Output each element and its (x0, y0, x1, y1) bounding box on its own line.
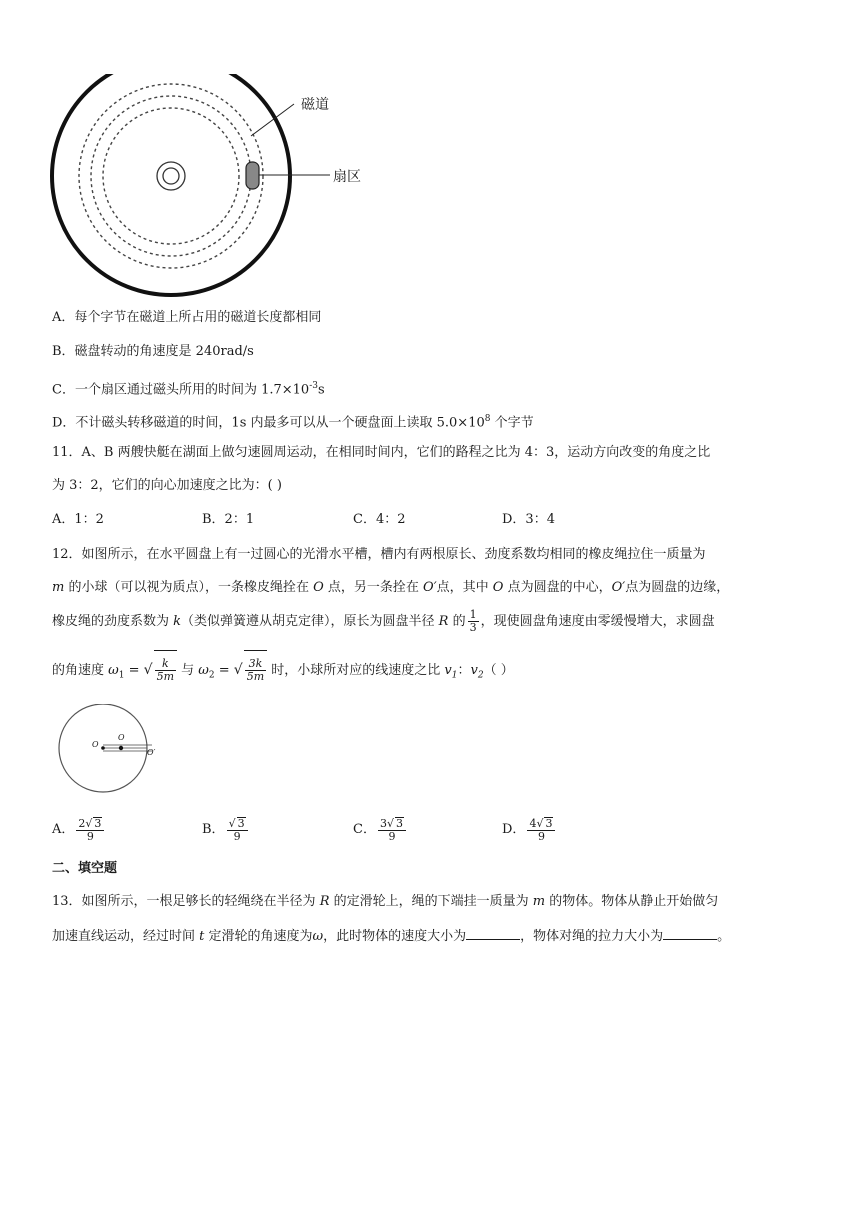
q12-stem-line2 (52, 578, 729, 598)
radicand: 3 (237, 816, 245, 830)
text: 的 (448, 614, 466, 629)
q11-option-c: C．4：2 (353, 512, 406, 527)
option-fraction (227, 817, 248, 843)
option-letter: B． (202, 822, 225, 837)
q13-stem-line2 (52, 927, 730, 947)
center-point (101, 746, 105, 750)
q12-option-b (202, 812, 250, 848)
text: ，此时物体的速度大小为 (323, 929, 467, 944)
option-letter: C． (353, 822, 376, 837)
answer-blank-tension[interactable] (663, 927, 717, 940)
fraction-one-third (468, 609, 479, 634)
q12-option-a (52, 812, 106, 848)
q12-stem-line4: 的角速度 $\omega_1$ = √ $\frac{k}{5m}$ 与 $\omega_2$ = √ $\frac{3k}{5m}$ 时，小球所对应的线速度之比 $v_1$：$v_2$（ ） (52, 650, 514, 696)
q10-option-d-exp: 8 (484, 414, 491, 424)
q11-stem-line2: 为 3：2，它们的向心加速度之比为：( ) (52, 478, 282, 493)
omega2-subscript: 2 (208, 670, 215, 681)
track-ring-inner (103, 108, 239, 244)
text: ，现使圆盘角速度由零缓慢增大，求圆盘 (480, 614, 715, 629)
q10-option-c-exp: -3 (309, 381, 318, 391)
text: ，物体对绳的拉力大小为 (520, 929, 664, 944)
section-heading-fill-in: 二、填空题 (52, 861, 118, 876)
omega2: ω (198, 663, 209, 678)
fraction-numerator: 4√ 3 (527, 817, 555, 831)
track-label: 磁道 (301, 97, 329, 113)
hard-disk-figure (48, 74, 388, 306)
fraction-numerator: 1 (469, 608, 477, 621)
sqrt-sign: √ (143, 662, 153, 678)
var-m: m (532, 894, 546, 909)
option-fraction (76, 817, 104, 843)
text: 与 (177, 663, 199, 678)
var-O-prime: O′ (611, 580, 626, 595)
option-fraction (527, 817, 555, 843)
q10-option-c (52, 376, 325, 400)
q13-stem-line1 (52, 892, 718, 912)
q11-option-a: A．1：2 (52, 512, 104, 527)
v1-subscript: 1 (451, 670, 458, 681)
q12-stem-line1: 12．如图所示，在水平圆盘上有一过圆心的光滑水平槽，槽内有两根原长、劲度系数均相同的橡皮绳拉住一质量为 (52, 547, 706, 562)
fraction (245, 658, 266, 683)
text: 。 (717, 929, 731, 944)
fraction-denominator: 5m (246, 670, 265, 683)
var-t: t (199, 929, 205, 944)
fraction-numerator: √ 3 (227, 817, 248, 831)
v2: v (470, 663, 478, 678)
q11-stem-line1: 11．A、B 两艘快艇在湖面上做匀速圆周运动，在相同时间内，它们的路程之比为 4：3，运动方向改变的角度之比 (52, 445, 711, 460)
text: 时，小球所对应的线速度之比 (267, 663, 445, 678)
q10-option-d (52, 409, 534, 433)
coefficient: 3 (379, 816, 387, 830)
radicand: 3 (94, 816, 102, 830)
text: ： (457, 663, 471, 678)
v1: v (444, 663, 452, 678)
q10-option-d-text: D．不计磁头转移磁道的时间，1s 内最多可以从一个硬盘面上读取 5.0×10 (52, 415, 485, 431)
fig-label-O: O (92, 740, 99, 749)
text: 13．如图所示，一根足够长的轻绳绕在半径为 (52, 894, 320, 909)
fraction-denominator: 9 (537, 829, 545, 843)
q10-option-c-text: C．一个扇区通过磁头所用的时间为 1.7×10 (52, 382, 310, 398)
var-omega: ω (312, 929, 324, 944)
spindle-outer (157, 162, 185, 190)
radicand: 3 (545, 816, 553, 830)
track-ring-outer (79, 84, 263, 268)
fraction-numerator: k (155, 658, 176, 671)
fraction-denominator: 9 (86, 829, 94, 843)
fraction-denominator: 9 (388, 829, 396, 843)
var-m: m (52, 580, 65, 595)
ball (119, 746, 123, 750)
fraction (155, 658, 176, 683)
text: （ ） (483, 663, 514, 678)
q11-option-d: D．3：4 (502, 512, 555, 527)
radicand: 3 (395, 816, 403, 830)
var-R: R (438, 614, 449, 629)
option-fraction (378, 817, 406, 843)
q12-option-c (353, 812, 408, 848)
q10-option-a: A．每个字节在磁道上所占用的磁道长度都相同 (52, 310, 322, 325)
coefficient: 2 (78, 816, 86, 830)
fraction-denominator: 3 (469, 621, 477, 634)
sector-block (246, 162, 259, 189)
sqrt-sign: √ (233, 662, 243, 678)
sqrt-k-over-5m (154, 650, 177, 691)
track-leader-line (251, 104, 294, 136)
text: 的角速度 (52, 663, 109, 678)
q10-option-c-unit: s (317, 382, 325, 398)
var-O: O (313, 580, 324, 595)
text: 加速直线运动，经过时间 (52, 929, 200, 944)
text: 定滑轮的角速度为 (204, 929, 313, 944)
fig-label-O-ball: O (118, 733, 125, 742)
option-letter: A． (52, 822, 75, 837)
text: 点为圆盘的边缘， (625, 580, 730, 595)
text: 点，其中 (436, 580, 493, 595)
text: 点为圆盘的中心， (503, 580, 612, 595)
q12-stem-line3 (52, 604, 715, 640)
var-O: O (492, 580, 504, 595)
fraction-numerator: 2√ 3 (76, 817, 104, 831)
q10-option-b: B．磁盘转动的角速度是 240rad/s (52, 344, 254, 359)
text: 的小球（可以视为质点），一条橡皮绳拴在 (64, 580, 314, 595)
answer-blank-velocity[interactable] (466, 927, 520, 940)
v2-subscript: 2 (477, 670, 484, 681)
sqrt-3k-over-5m (244, 650, 267, 691)
sector-label: 扇区 (333, 169, 361, 185)
var-k: k (173, 614, 182, 629)
q10-option-d-unit: 个字节 (490, 415, 534, 431)
coefficient: 4 (529, 816, 537, 830)
text: 点，另一条拴在 (323, 580, 424, 595)
option-letter: D． (502, 822, 526, 837)
omega1: ω (108, 663, 119, 678)
fig-label-O-prime: O′ (147, 748, 156, 757)
fraction-denominator: 5m (156, 670, 175, 683)
fraction-numerator: 3k (245, 658, 266, 671)
q11-option-b: B．2：1 (202, 512, 255, 527)
var-O-prime: O′ (423, 580, 437, 595)
spindle-inner (163, 168, 179, 184)
text: 的物体。物体从静止开始做匀 (545, 894, 719, 909)
fraction-denominator: 9 (233, 829, 241, 843)
text: 橡皮绳的劲度系数为 (52, 614, 174, 629)
var-R: R (319, 894, 330, 909)
text: （类似弹簧遵从胡克定律），原长为圆盘半径 (181, 614, 439, 629)
track-ring-middle (91, 96, 251, 256)
q12-option-d (502, 812, 557, 848)
fraction-numerator: 3√ 3 (378, 817, 406, 831)
omega1-subscript: 1 (118, 670, 125, 681)
text: 的定滑轮上，绳的下端挂一质量为 (329, 894, 533, 909)
